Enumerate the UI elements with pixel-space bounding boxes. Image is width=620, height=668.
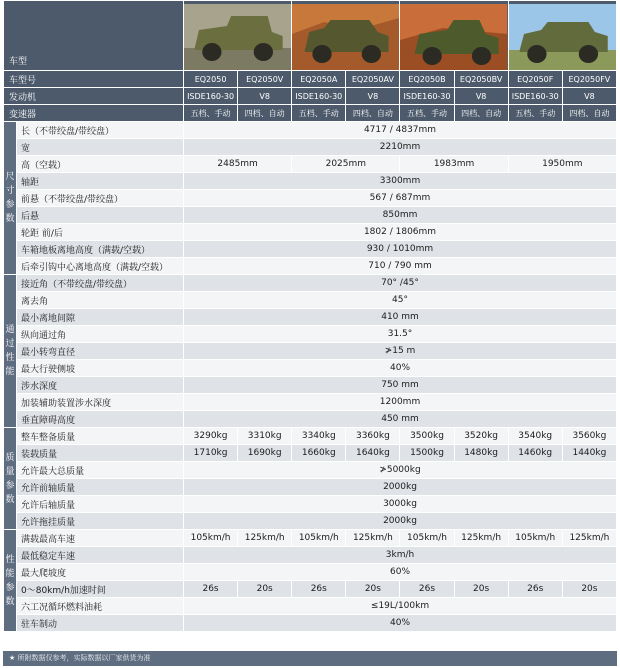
front-overhang-value: 567 / 687mm [184,190,616,206]
footer-note: ★ 所附数据仅参考，实际数据以厂家供货为准 [3,651,617,666]
rear-overhang-value: 850mm [184,207,616,223]
departure-angle-row [4,292,616,308]
height-value: 2025mm [292,156,399,172]
curb-mass-cell: 3520kg [455,428,508,444]
track-label: 轮距 前/后 [17,224,183,240]
towing-mass-row [4,513,616,529]
width-label: 宽 [17,139,183,155]
top-speed-row [4,530,616,546]
payload-row [4,445,616,461]
engine-cell: ISDE160-30 [400,88,453,104]
transmission-label: 变速器 [4,105,183,121]
front-axle-row [4,479,616,495]
wading-depth-label: 涉水深度 [17,377,183,393]
towing-mass-value: 2000kg [184,513,616,529]
towing-height-label: 后牵引钩中心离地高度（满载/空载） [17,258,183,274]
parking-brake-value: 40% [184,615,616,631]
curb-mass-cell: 3500kg [400,428,453,444]
model-type-label: 车型 [4,1,183,70]
wading-aux-value: 1200mm [184,394,616,410]
side-slope-value: 40% [184,360,616,376]
transmission-cell: 五档、手动 [184,105,237,121]
ramp-angle-value: 31.5° [184,326,616,342]
rear-axle-label: 允许后轴质量 [17,496,183,512]
section-mass: 质量参数 [4,428,16,529]
engine-cell: V8 [238,88,291,104]
transmission-cell: 四档、自动 [346,105,399,121]
ground-clearance-row [4,309,616,325]
front-overhang-label: 前悬（不带绞盘/带绞盘） [17,190,183,206]
min-speed-label: 最低稳定车速 [17,547,183,563]
length-label: 长（不带绞盘/带绞盘） [17,122,183,138]
towing-height-value: 710 / 790 mm [184,258,616,274]
gross-mass-label: 允许最大总质量 [17,462,183,478]
payload-cell: 1660kg [292,445,345,461]
approach-angle-row [4,275,616,291]
vehicle-image-row [4,1,616,70]
front-axle-value: 2000kg [184,479,616,495]
payload-cell: 1500kg [400,445,453,461]
top-speed-cell: 105km/h [509,530,562,546]
wheelbase-label: 轴距 [17,173,183,189]
ground-clearance-label: 最小离地间隙 [17,309,183,325]
payload-label: 装载质量 [17,445,183,461]
rear-axle-value: 3000kg [184,496,616,512]
armored-military-vehicle-image [509,1,616,70]
fuel-consumption-value: ≤19L/100km [184,598,616,614]
model-number-cell: EQ2050BV [455,71,508,87]
spec-table [3,0,617,632]
model-number-label: 车型号 [4,71,183,87]
top-speed-cell: 105km/h [400,530,453,546]
top-speed-label: 满载最高车速 [17,530,183,546]
min-speed-row [4,547,616,563]
payload-cell: 1460kg [509,445,562,461]
gross-mass-value: ≯5000kg [184,462,616,478]
top-speed-cell: 125km/h [346,530,399,546]
turning-diameter-row [4,343,616,359]
wading-depth-row [4,377,616,393]
climb-value: 60% [184,564,616,580]
parking-brake-label: 驻车制动 [17,615,183,631]
fuel-consumption-row [4,598,616,614]
engine-cell: ISDE160-30 [184,88,237,104]
transmission-cell: 五档、手动 [509,105,562,121]
length-row [4,122,616,138]
wading-aux-label: 加装辅助装置涉水深度 [17,394,183,410]
model-number-cell: EQ2050F [509,71,562,87]
wheelbase-value: 3300mm [184,173,616,189]
curb-mass-cell: 3310kg [238,428,291,444]
climb-row [4,564,616,580]
approach-angle-value: 70° /45° [184,275,616,291]
acceleration-cell: 20s [455,581,508,597]
transmission-cell: 四档、自动 [238,105,291,121]
engine-cell: V8 [346,88,399,104]
transmission-row [4,105,616,121]
top-speed-cell: 105km/h [184,530,237,546]
wading-depth-value: 750 mm [184,377,616,393]
ramp-angle-label: 纵向通过角 [17,326,183,342]
rear-overhang-label: 后悬 [17,207,183,223]
height-label: 高（空载） [17,156,183,172]
departure-angle-value: 45° [184,292,616,308]
width-row [4,139,616,155]
engine-cell: V8 [563,88,616,104]
model-number-cell: EQ2050AV [346,71,399,87]
payload-cell: 1640kg [346,445,399,461]
curb-mass-cell: 3290kg [184,428,237,444]
floor-height-value: 930 / 1010mm [184,241,616,257]
section-dimensions: 尺寸参数 [4,122,16,274]
wading-aux-row [4,394,616,410]
military-pickup-vehicle-desert-image [400,1,507,70]
curb-mass-cell: 3540kg [509,428,562,444]
turning-diameter-label: 最小转弯直径 [17,343,183,359]
towing-mass-label: 允许拖挂质量 [17,513,183,529]
wheelbase-row [4,173,616,189]
transmission-cell: 四档、自动 [455,105,508,121]
model-number-cell: EQ2050A [292,71,345,87]
acceleration-cell: 26s [400,581,453,597]
model-number-cell: EQ2050B [400,71,453,87]
min-speed-value: 3km/h [184,547,616,563]
curb-mass-cell: 3340kg [292,428,345,444]
acceleration-cell: 20s [238,581,291,597]
model-number-cell: EQ2050FV [563,71,616,87]
towing-height-row [4,258,616,274]
section-passability: 通过性能 [4,275,16,427]
payload-cell: 1690kg [238,445,291,461]
acceleration-label: 0～80km/h加速时间 [17,581,183,597]
open-top-military-truck-image [184,1,291,70]
acceleration-cell: 20s [563,581,616,597]
acceleration-row [4,581,616,597]
height-value: 1983mm [400,156,507,172]
transmission-cell: 五档、手动 [292,105,345,121]
engine-cell: V8 [455,88,508,104]
height-value: 1950mm [509,156,616,172]
model-number-cell: EQ2050V [238,71,291,87]
obstacle-height-value: 450 mm [184,411,616,427]
height-value: 2485mm [184,156,291,172]
acceleration-cell: 20s [346,581,399,597]
floor-height-label: 车箱地板离地高度（满载/空载） [17,241,183,257]
floor-height-row [4,241,616,257]
track-value: 1802 / 1806mm [184,224,616,240]
model-number-cell: EQ2050 [184,71,237,87]
transmission-cell: 四档、自动 [563,105,616,121]
departure-angle-label: 离去角 [17,292,183,308]
acceleration-cell: 26s [292,581,345,597]
side-slope-row [4,360,616,376]
side-slope-label: 最大行驶侧坡 [17,360,183,376]
acceleration-cell: 26s [184,581,237,597]
fuel-consumption-label: 六工况循环燃料油耗 [17,598,183,614]
rear-axle-row [4,496,616,512]
top-speed-cell: 125km/h [455,530,508,546]
section-performance: 性能参数 [4,530,16,631]
climb-label: 最大爬坡度 [17,564,183,580]
front-axle-label: 允许前轴质量 [17,479,183,495]
front-overhang-row [4,190,616,206]
payload-cell: 1440kg [563,445,616,461]
top-speed-cell: 125km/h [238,530,291,546]
top-speed-cell: 105km/h [292,530,345,546]
engine-cell: ISDE160-30 [292,88,345,104]
rear-overhang-row [4,207,616,223]
top-speed-cell: 125km/h [563,530,616,546]
engine-cell: ISDE160-30 [509,88,562,104]
hardtop-military-vehicle-desert-image [292,1,399,70]
curb-mass-row [4,428,616,444]
approach-angle-label: 接近角（不带绞盘/带绞盘） [17,275,183,291]
parking-brake-row [4,615,616,631]
acceleration-cell: 26s [509,581,562,597]
ramp-angle-row [4,326,616,342]
length-value: 4717 / 4837mm [184,122,616,138]
width-value: 2210mm [184,139,616,155]
turning-diameter-value: ≯15 m [184,343,616,359]
track-row [4,224,616,240]
payload-cell: 1480kg [455,445,508,461]
curb-mass-cell: 3560kg [563,428,616,444]
obstacle-height-label: 垂直障碍高度 [17,411,183,427]
height-row [4,156,616,172]
engine-row [4,88,616,104]
ground-clearance-value: 410 mm [184,309,616,325]
model-number-row [4,71,616,87]
obstacle-height-row [4,411,616,427]
transmission-cell: 五档、手动 [400,105,453,121]
curb-mass-label: 整车整备质量 [17,428,183,444]
engine-label: 发动机 [4,88,183,104]
curb-mass-cell: 3360kg [346,428,399,444]
gross-mass-row [4,462,616,478]
payload-cell: 1710kg [184,445,237,461]
